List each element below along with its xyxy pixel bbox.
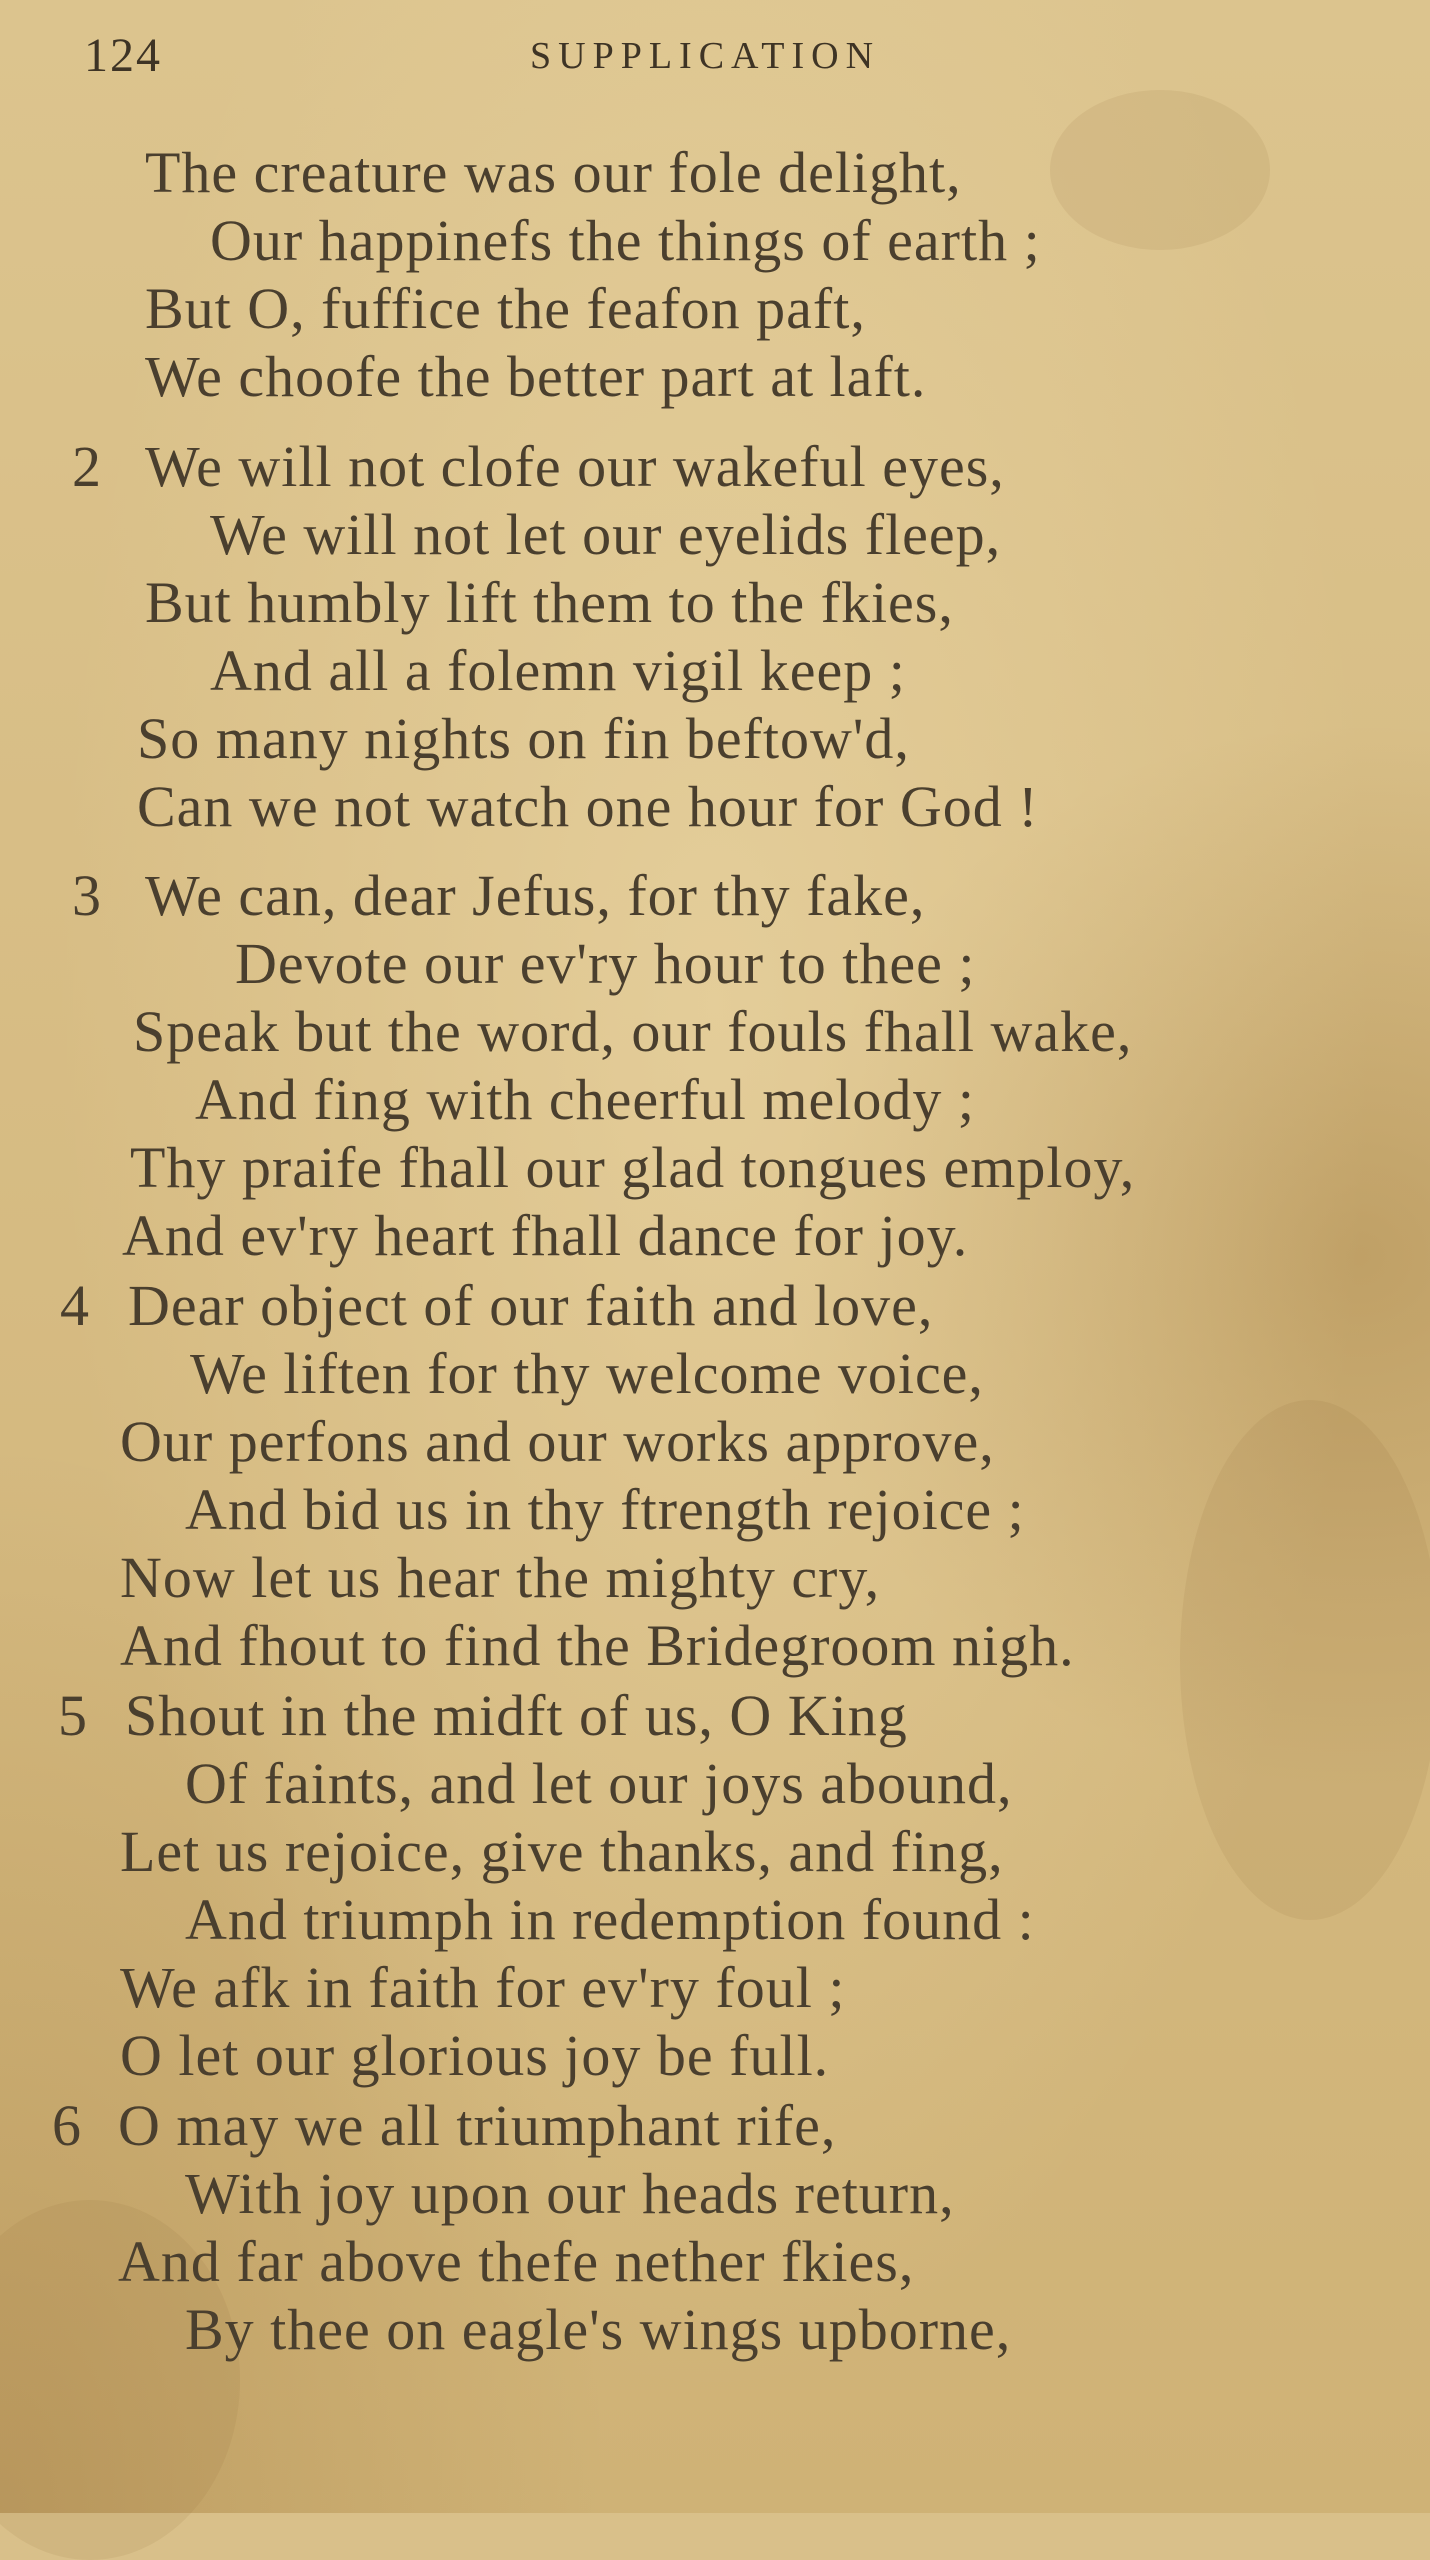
- stanza-number: 3: [72, 863, 102, 928]
- verse-line: Devote our ev'ry hour to thee ;: [235, 931, 976, 996]
- verse-line: And fhout to find the Bridegroom nigh.: [120, 1613, 1075, 1678]
- stanza-number: 6: [52, 2093, 82, 2158]
- verse-line: And bid us in thy ftrength rejoice ;: [185, 1477, 1025, 1542]
- paper-stain: [1180, 1400, 1430, 1920]
- verse-line: By thee on eagle's wings upborne,: [185, 2297, 1012, 2362]
- verse-line: And ev'ry heart fhall dance for joy.: [122, 1203, 969, 1268]
- verse-line: Now let us hear the mighty cry,: [120, 1545, 881, 1610]
- verse-line: Let us rejoice, give thanks, and fing,: [120, 1819, 1004, 1884]
- verse-line: Thy praife fhall our glad tongues employ,: [130, 1135, 1136, 1200]
- stanza-number: 2: [72, 434, 102, 499]
- verse-line: The creature was our fole delight,: [145, 140, 962, 205]
- verse-line: And fing with cheerful melody ;: [195, 1067, 975, 1132]
- verse-line: And far above thefe nether fkies,: [118, 2229, 915, 2294]
- verse-line: We will not clofe our wakeful eyes,: [145, 434, 1005, 499]
- verse-line: And all a folemn vigil keep ;: [210, 638, 906, 703]
- verse-line: Can we not watch one hour for God !: [137, 774, 1039, 839]
- page-header: [0, 28, 1430, 88]
- paper-stain: [1050, 90, 1270, 250]
- verse-line: We liften for thy welcome voice,: [190, 1341, 984, 1406]
- verse-line: Our perfons and our works approve,: [120, 1409, 995, 1474]
- stanza-number: 5: [58, 1683, 88, 1748]
- verse-line: But humbly lift them to the fkies,: [145, 570, 954, 635]
- verse-line: We afk in faith for ev'ry foul ;: [120, 1955, 846, 2020]
- verse-line: We can, dear Jefus, for thy fake,: [145, 863, 926, 928]
- stanza-number: 4: [60, 1273, 90, 1338]
- verse-line: We will not let our eyelids fleep,: [210, 502, 1002, 567]
- verse-line: With joy upon our heads return,: [185, 2161, 955, 2226]
- verse-line: Of faints, and let our joys abound,: [185, 1751, 1013, 1816]
- verse-line: O may we all triumphant rife,: [118, 2093, 837, 2158]
- running-head: SUPPLICATION: [530, 35, 881, 77]
- verse-line: We choofe the better part at laft.: [145, 344, 927, 409]
- verse-line: So many nights on fin beftow'd,: [137, 706, 910, 771]
- verse-line: O let our glorious joy be full.: [120, 2023, 830, 2088]
- verse-line: And triumph in redemption found :: [185, 1887, 1035, 1952]
- verse-line: Shout in the midft of us, O King: [125, 1683, 908, 1748]
- verse-line: But O, fuffice the feafon paft,: [145, 276, 866, 341]
- verse-line: Our happinefs the things of earth ;: [210, 208, 1041, 273]
- verse-line: Dear object of our faith and love,: [128, 1273, 934, 1338]
- page-number: 124: [84, 29, 162, 82]
- verse-line: Speak but the word, our fouls fhall wake,: [133, 999, 1133, 1064]
